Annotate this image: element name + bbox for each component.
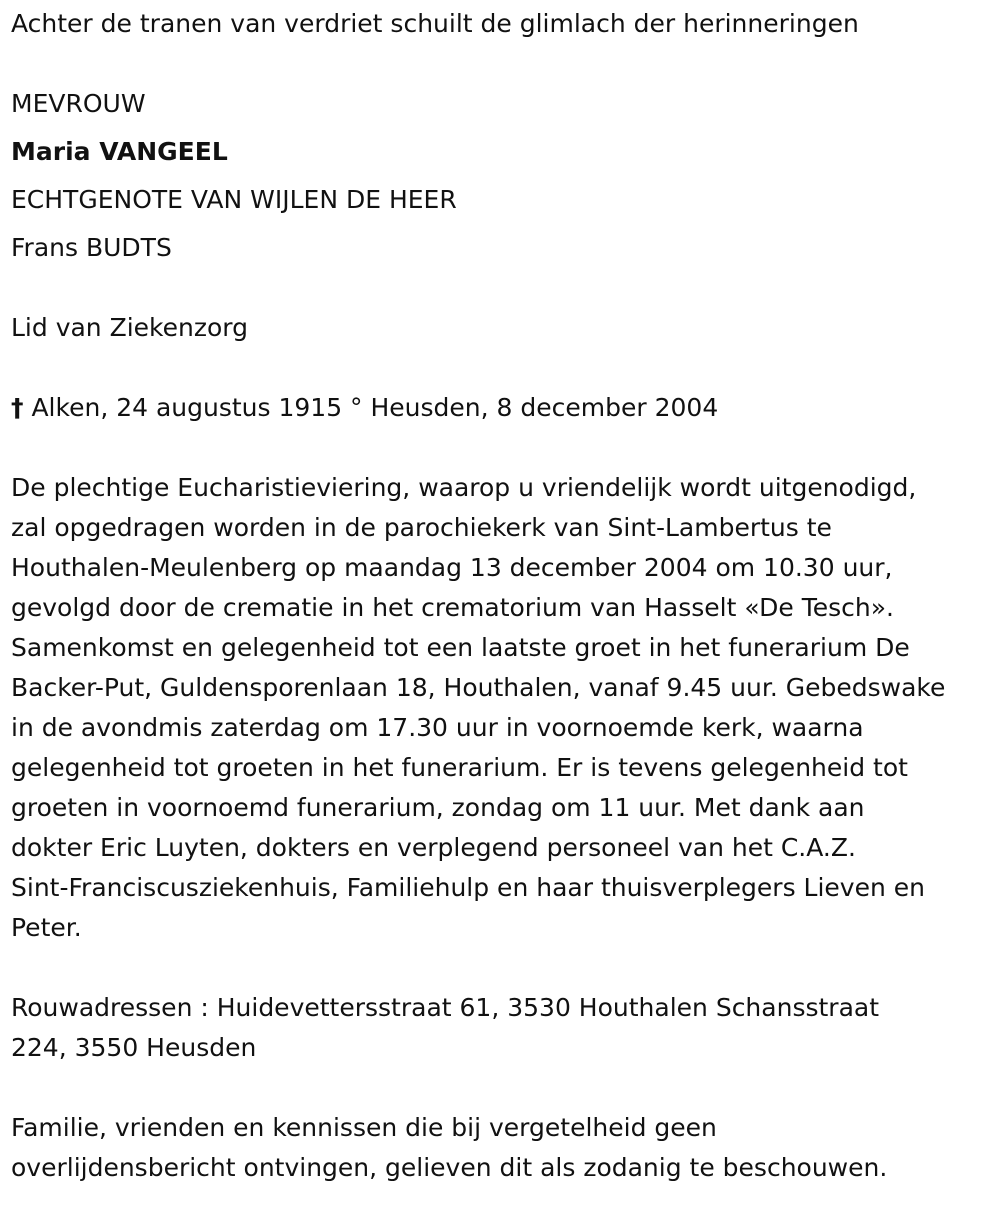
ceremony-line: in de avondmis zaterdag om 17.30 uur in voornoemde kerk, waarna (11, 713, 864, 742)
dates-line (11, 388, 996, 428)
spacer (11, 948, 996, 988)
title-prefix: MEVROUW (11, 89, 146, 118)
spacer (11, 348, 996, 388)
ceremony-line: De plechtige Eucharistieviering, waarop u vriendelijk wordt uitgenodigd, (11, 473, 917, 502)
dates-text: Alken, 24 augustus 1915 ° Heusden, 8 december 2004 (31, 393, 719, 422)
address-line: Rouwadressen : Huidevettersstraat 61, 3530 Houthalen Schansstraat (11, 993, 880, 1022)
deceased-name: Maria VANGEEL (11, 137, 228, 166)
motto: Achter de tranen van verdriet schuilt de glimlach der herinneringen (11, 9, 859, 38)
spouse-name: Frans BUDTS (11, 233, 172, 262)
notice-line: overlijdensbericht ontvingen, gelieven dit als zodanig te beschouwen. (11, 1153, 888, 1182)
obituary-notice (11, 4, 996, 1188)
relation: ECHTGENOTE VAN WIJLEN DE HEER (11, 185, 457, 214)
ceremony-line: Samenkomst en gelegenheid tot een laatste groet in het funerarium De (11, 633, 910, 662)
ceremony-line: groeten in voornoemd funerarium, zondag om 11 uur. Met dank aan (11, 793, 865, 822)
ceremony-paragraph (11, 468, 996, 948)
ceremony-line: Peter. (11, 913, 82, 942)
ceremony-line: Backer-Put, Guldensporenlaan 18, Houthalen, vanaf 9.45 uur. Gebedswake (11, 673, 946, 702)
membership: Lid van Ziekenzorg (11, 313, 248, 342)
spacer (11, 44, 996, 84)
cross-icon: † (11, 393, 24, 422)
spacer (11, 428, 996, 468)
ceremony-line: Houthalen-Meulenberg op maandag 13 december 2004 om 10.30 uur, (11, 553, 893, 582)
address-line: 224, 3550 Heusden (11, 1033, 257, 1062)
ceremony-line: gevolgd door de crematie in het crematorium van Hasselt «De Tesch». (11, 593, 895, 622)
ceremony-line: dokter Eric Luyten, dokters en verplegend personeel van het C.A.Z. (11, 833, 856, 862)
ceremony-line: zal opgedragen worden in de parochiekerk van Sint-Lambertus te (11, 513, 832, 542)
spacer (11, 268, 996, 308)
ceremony-line: gelegenheid tot groeten in het funerarium. Er is tevens gelegenheid tot (11, 753, 908, 782)
spacer (11, 1068, 996, 1108)
notice-line: Familie, vrienden en kennissen die bij vergetelheid geen (11, 1113, 717, 1142)
address-paragraph (11, 988, 996, 1068)
ceremony-line: Sint-Franciscusziekenhuis, Familiehulp en haar thuisverplegers Lieven en (11, 873, 926, 902)
notice-paragraph (11, 1108, 996, 1188)
